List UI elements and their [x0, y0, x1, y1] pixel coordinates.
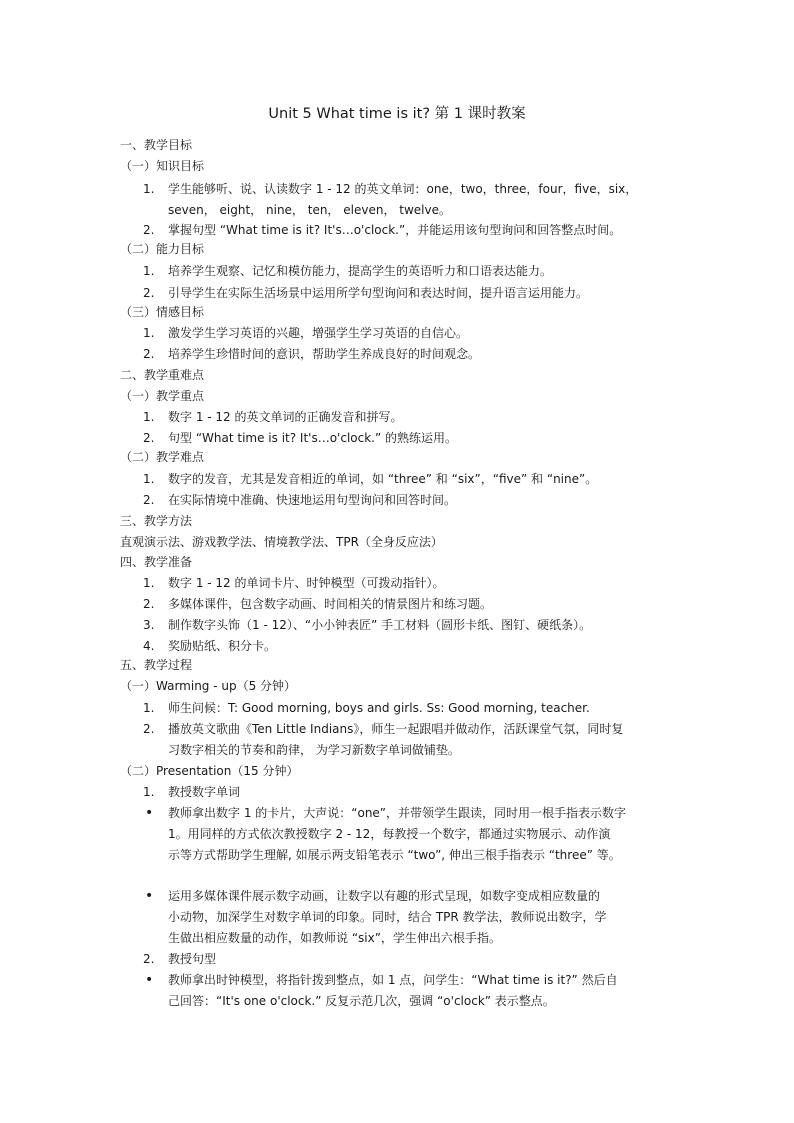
list-item-text: 培养学生观察、记忆和模仿能力，提高学生的英语听力和口语表达能力。 [168, 264, 553, 278]
bullet-item-text: 生做出相应数量的动作，如教师说 “six”，学生伸出六根手指。 [168, 931, 501, 945]
bullet-icon: • [145, 805, 154, 821]
bullet-item-text: 教师拿出数字 1 的卡片，大声说：“one”，并带领学生跟读，同时用一根手指表示数字 [168, 806, 627, 820]
list-item-text: 播放英文歌曲《Ten Little Indians》，师生一起跟唱并做动作，活跃课堂气氛，同时复 [168, 722, 624, 736]
list-item-text: 掌握句型 “What time is it? It's…o'clock.”，并能运用该句型询问和回答整点时间。 [168, 223, 622, 237]
list-item-text: 多媒体课件，包含数字动画、时间相关的情景图片和练习题。 [168, 597, 493, 611]
item-number: 1. [143, 785, 155, 799]
list-item-text: 在实际情境中准确、快速地运用句型询问和回答时间。 [168, 493, 457, 507]
item-number: 1. [143, 326, 155, 340]
item-number: 1. [143, 264, 155, 278]
list-item-text: 教授句型 [168, 952, 217, 966]
section-heading-key-points: 二、教学重难点 [120, 368, 205, 382]
item-number: 3. [143, 618, 155, 632]
item-number: 2. [143, 722, 155, 736]
list-item-text: 激发学生学习英语的兴趣，增强学生学习英语的自信心。 [168, 326, 469, 340]
list-item-text: 习数字相关的节奏和韵律， 为学习新数字单词做铺垫。 [168, 743, 460, 757]
list-item-text: 奖励贴纸、积分卡。 [168, 639, 277, 653]
item-number: 2. [143, 223, 155, 237]
section-heading-preparation: 四、教学准备 [120, 555, 193, 569]
item-number: 2. [143, 952, 155, 966]
item-number: 1. [143, 576, 155, 590]
list-item-text: seven， eight， nine， ten， eleven， twelve。 [168, 203, 451, 217]
section-heading-objectives: 一、教学目标 [120, 138, 193, 152]
list-item-text: 教授数字单词 [168, 785, 241, 799]
subsection-heading-emotion: （三）情感目标 [120, 305, 205, 319]
item-number: 1. [143, 410, 155, 424]
list-item-text: 制作数字头饰（1 - 12）、“小小钟表匠” 手工材料（圆形卡纸、图钉、硬纸条）。 [168, 618, 592, 632]
subsection-heading-ability: （二）能力目标 [120, 242, 205, 256]
bullet-item-text: 1。用同样的方式依次教授数字 2 - 12，每教授一个数字，都通过实物展示、动作演 [168, 827, 611, 841]
item-number: 1. [143, 701, 155, 715]
item-number: 2. [143, 347, 155, 361]
list-item-text: 师生问候：T: Good morning, boys and girls. Ss: Good morning, teacher. [168, 701, 590, 715]
methods-text: 直观演示法、游戏教学法、情境教学法、TPR（全身反应法） [120, 535, 443, 549]
subsection-heading-difficulty: （二）教学难点 [120, 450, 205, 464]
bullet-item-text: 运用多媒体课件展示数字动画，让数字以有趣的形式呈现，如数字变成相应数量的 [168, 889, 601, 903]
subsection-heading-presentation: （二）Presentation（15 分钟） [120, 764, 299, 778]
list-item-text: 数字的发音，尤其是发音相近的单词，如 “three” 和 “six”，“five” 和 “nine”。 [168, 472, 598, 486]
item-number: 1. [143, 182, 155, 196]
section-heading-methods: 三、教学方法 [120, 514, 193, 528]
item-number: 1. [143, 472, 155, 486]
list-item-text: 数字 1 - 12 的单词卡片、时钟模型（可拨动指针）。 [168, 576, 445, 590]
item-number: 2. [143, 493, 155, 507]
bullet-icon: • [145, 972, 154, 988]
list-item-text: 培养学生珍惜时间的意识，帮助学生养成良好的时间观念。 [168, 347, 481, 361]
item-number: 2. [143, 431, 155, 445]
document-title: Unit 5 What time is it? 第 1 课时教案 [268, 106, 526, 122]
list-item-text: 学生能够听、说、认读数字 1 - 12 的英文单词：one，two，three，four，five，six， [168, 182, 638, 196]
bullet-item-text: 己回答：“It's one o'clock.” 反复示范几次，强调 “o'clock” 表示整点。 [168, 994, 555, 1008]
section-heading-process: 五、教学过程 [120, 658, 193, 672]
bullet-item-text: 教师拿出时钟模型，将指针拨到整点，如 1 点，问学生：“What time is it?” 然后自 [168, 973, 618, 987]
bullet-item-text: 小动物，加深学生对数字单词的印象。同时，结合 TPR 教学法，教师说出数字，学 [168, 910, 607, 924]
list-item-text: 引导学生在实际生活场景中运用所学句型询问和表达时间，提升语言运用能力。 [168, 286, 589, 300]
item-number: 2. [143, 597, 155, 611]
item-number: 2. [143, 286, 155, 300]
bullet-item-text: 示等方式帮助学生理解, 如展示两支铅笔表示 “two”, 伸出三根手指表示 “three” 等。 [168, 848, 621, 862]
subsection-heading-knowledge: （一）知识目标 [120, 159, 205, 173]
subsection-heading-warming-up: （一）Warming - up（5 分钟） [120, 679, 297, 693]
subsection-heading-focus: （一）教学重点 [120, 389, 205, 403]
bullet-icon: • [145, 888, 154, 904]
list-item-text: 数字 1 - 12 的英文单词的正确发音和拼写。 [168, 410, 403, 424]
list-item-text: 句型 “What time is it? It's…o'clock.” 的熟练运用。 [168, 431, 458, 445]
item-number: 4. [143, 639, 155, 653]
